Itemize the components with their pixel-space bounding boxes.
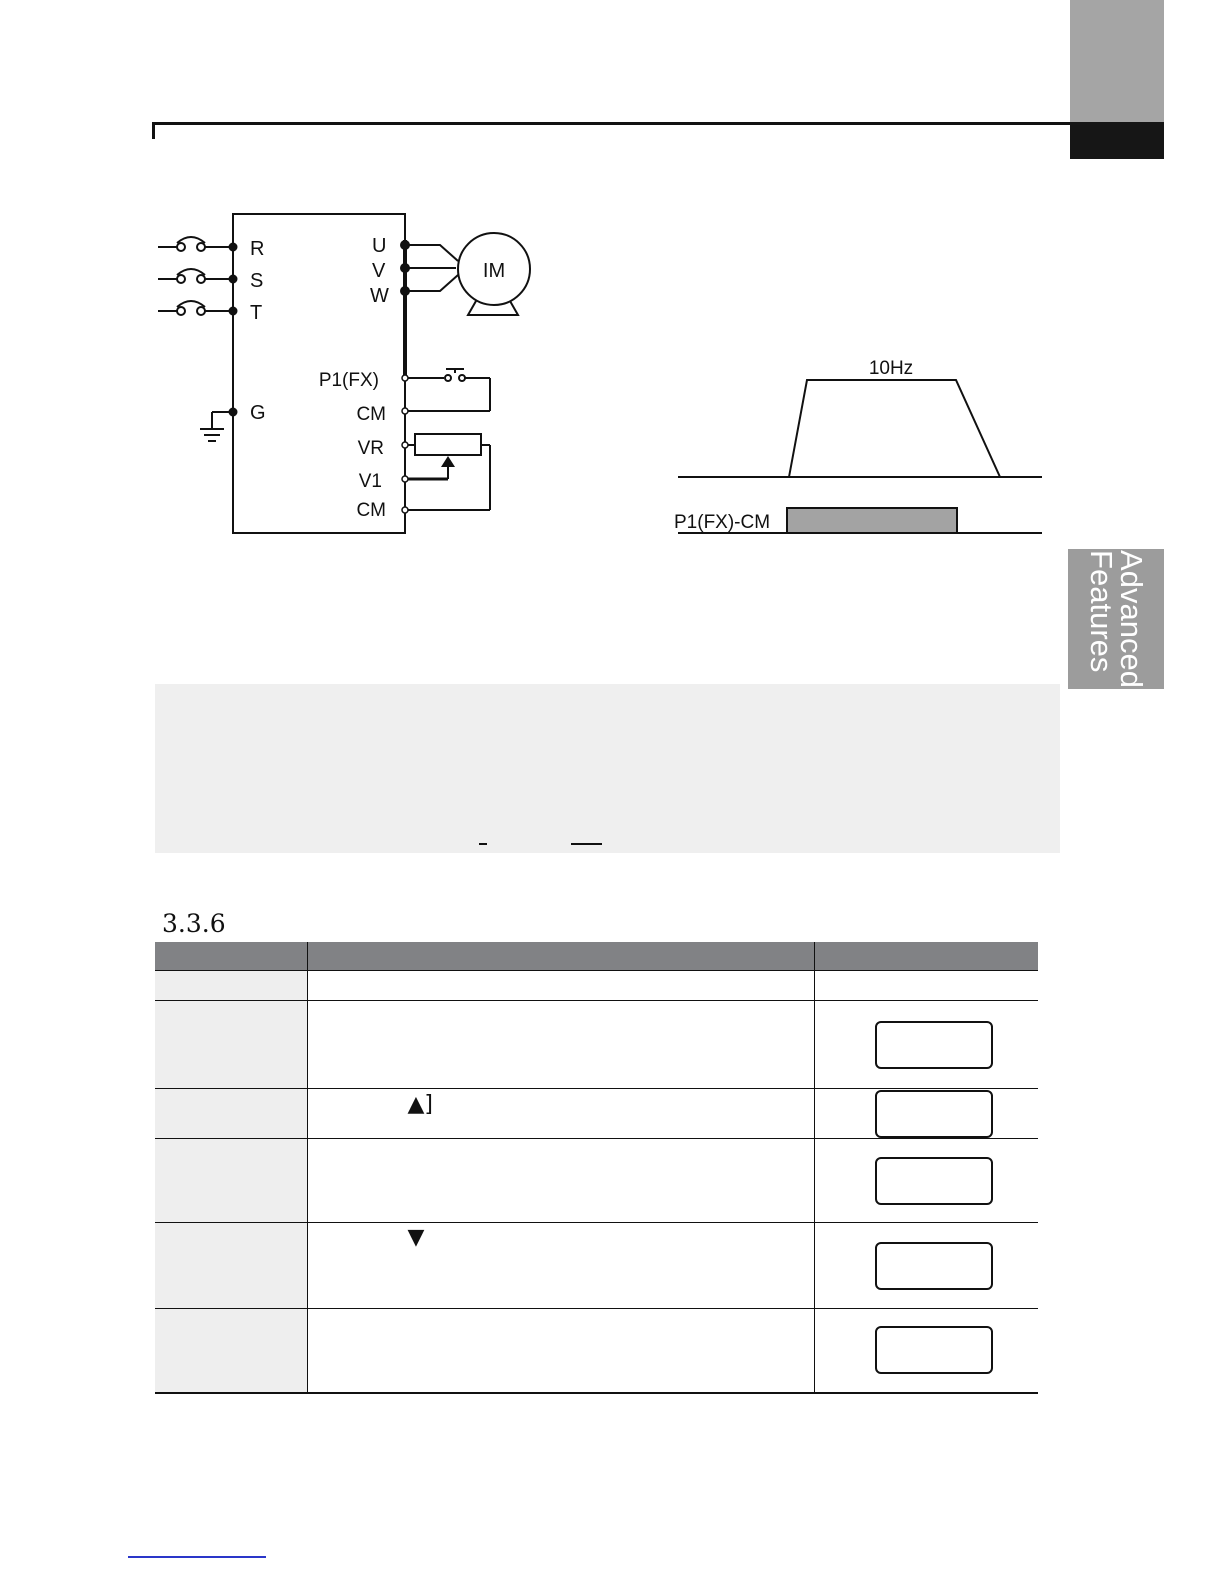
header-cell-instruction	[307, 942, 814, 971]
table-row	[155, 1223, 1038, 1309]
terminal-label-vr: VR	[357, 438, 384, 459]
header-rule-tick	[152, 122, 155, 139]
section-number: 3.3.6	[162, 909, 226, 938]
potentiometer	[408, 434, 490, 510]
table-row	[155, 1089, 1038, 1139]
terminal-label-g: G	[250, 402, 266, 424]
note-box	[155, 684, 1060, 853]
up-arrow-key-icon: ▲]	[407, 1092, 434, 1117]
terminal-label-cm2: CM	[356, 500, 386, 521]
terminal-dot-t	[229, 307, 237, 315]
signal-label: P1(FX)-CM	[674, 512, 771, 533]
terminal-dot-r	[229, 243, 237, 251]
note-overline-mark	[571, 843, 602, 845]
breaker-r	[158, 237, 233, 251]
header-rule	[152, 122, 1070, 125]
down-arrow-key-icon: ▼	[407, 1225, 425, 1250]
ground-icon	[200, 412, 233, 441]
table-row	[155, 971, 1038, 1001]
table-header-row	[155, 942, 1038, 971]
terminal-label-v: V	[372, 260, 386, 282]
wiper-arrow-icon	[441, 456, 455, 467]
terminal-label-s: S	[250, 270, 264, 292]
keypad-display	[875, 1242, 993, 1290]
frequency-profile	[789, 380, 1000, 477]
breaker-s	[158, 269, 233, 283]
keypad-display	[875, 1326, 993, 1374]
terminal-label-p1: P1(FX)	[318, 370, 379, 391]
terminal-label-w: W	[370, 285, 389, 307]
motor-label: IM	[482, 260, 506, 282]
terminal-label-cm1: CM	[356, 404, 386, 425]
chapter-tab-marker	[1070, 122, 1164, 159]
table-row	[155, 1309, 1038, 1393]
table-row	[155, 1139, 1038, 1223]
terminal-label-r: R	[250, 238, 265, 260]
wiring-diagram	[150, 205, 550, 545]
timing-diagram	[670, 350, 1050, 545]
terminal-label-v1: V1	[358, 471, 382, 492]
table-row	[155, 1001, 1038, 1089]
breaker-t	[158, 301, 233, 315]
terminal-dot-s	[229, 275, 237, 283]
note-underline-mark	[479, 843, 487, 845]
frequency-label: 10Hz	[868, 358, 914, 379]
run-switch	[408, 369, 490, 411]
terminal-label-u: U	[372, 235, 387, 257]
footer-link[interactable]	[128, 1556, 266, 1558]
keypad-display	[875, 1090, 993, 1138]
terminal-dot-g	[229, 408, 237, 416]
header-cell-display	[814, 942, 1038, 971]
signal-bar	[787, 508, 957, 533]
keypad-display	[875, 1021, 993, 1069]
keypad-display	[875, 1157, 993, 1205]
chapter-tab	[1070, 0, 1164, 122]
side-chapter-tab[interactable]	[1068, 549, 1164, 689]
motor-wiring	[405, 245, 458, 291]
header-cell-step	[155, 942, 307, 971]
side-tab-title: Advanced Features	[1084, 550, 1149, 688]
terminal-label-t: T	[250, 302, 263, 324]
steps-table	[155, 942, 1038, 1394]
